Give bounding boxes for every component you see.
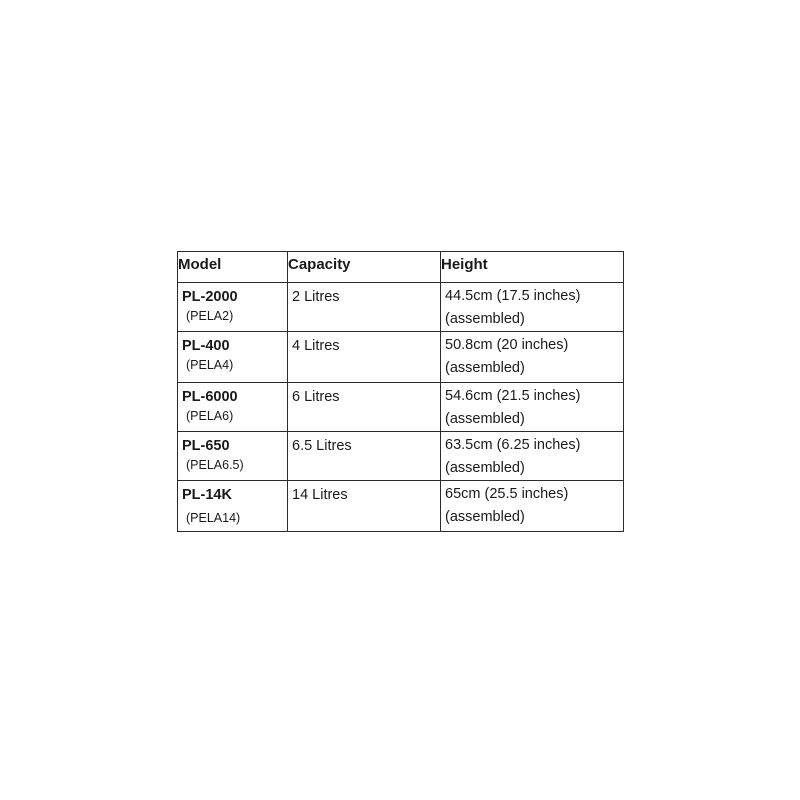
header-capacity: Capacity: [288, 252, 441, 283]
capacity-value: 14 Litres: [292, 487, 348, 503]
table-row: [178, 332, 624, 383]
table-row: [178, 481, 624, 532]
header-model: Model: [178, 252, 288, 283]
capacity-value: 6.5 Litres: [292, 438, 352, 454]
spec-table: [177, 251, 624, 532]
spec-table-container: [177, 251, 624, 532]
height-value: 44.5cm (17.5 inches): [445, 288, 581, 304]
capacity-value: 4 Litres: [292, 338, 340, 354]
model-cell: [178, 481, 288, 532]
height-cell: [441, 481, 624, 532]
capacity-cell: [288, 283, 441, 332]
capacity-value: 2 Litres: [292, 289, 340, 305]
height-cell: [441, 283, 624, 332]
model-code: (PELA2): [186, 309, 234, 323]
capacity-cell: [288, 481, 441, 532]
header-height: Height: [441, 252, 624, 283]
capacity-cell: [288, 383, 441, 432]
model-name: PL-6000: [182, 389, 238, 405]
model-name: PL-400: [182, 338, 230, 354]
capacity-cell: [288, 332, 441, 383]
capacity-cell: [288, 432, 441, 481]
table-row: [178, 383, 624, 432]
model-name: PL-2000: [182, 289, 238, 305]
model-cell: [178, 332, 288, 383]
height-note: (assembled): [445, 311, 525, 327]
height-cell: [441, 332, 624, 383]
capacity-value: 6 Litres: [292, 389, 340, 405]
height-note: (assembled): [445, 509, 525, 525]
height-value: 63.5cm (6.25 inches): [445, 437, 581, 453]
table-row: [178, 432, 624, 481]
height-cell: [441, 383, 624, 432]
model-cell: [178, 283, 288, 332]
model-code: (PELA6.5): [186, 458, 244, 472]
model-code: (PELA4): [186, 358, 234, 372]
model-cell: [178, 383, 288, 432]
table-header-row: [178, 252, 624, 283]
table-row: [178, 283, 624, 332]
height-note: (assembled): [445, 411, 525, 427]
height-value: 50.8cm (20 inches): [445, 337, 569, 353]
model-code: (PELA14): [186, 511, 241, 525]
height-note: (assembled): [445, 460, 525, 476]
model-cell: [178, 432, 288, 481]
height-value: 54.6cm (21.5 inches): [445, 388, 581, 404]
model-name: PL-14K: [182, 487, 232, 503]
model-name: PL-650: [182, 438, 230, 454]
height-cell: [441, 432, 624, 481]
height-value: 65cm (25.5 inches): [445, 486, 569, 502]
height-note: (assembled): [445, 360, 525, 376]
model-code: (PELA6): [186, 409, 234, 423]
